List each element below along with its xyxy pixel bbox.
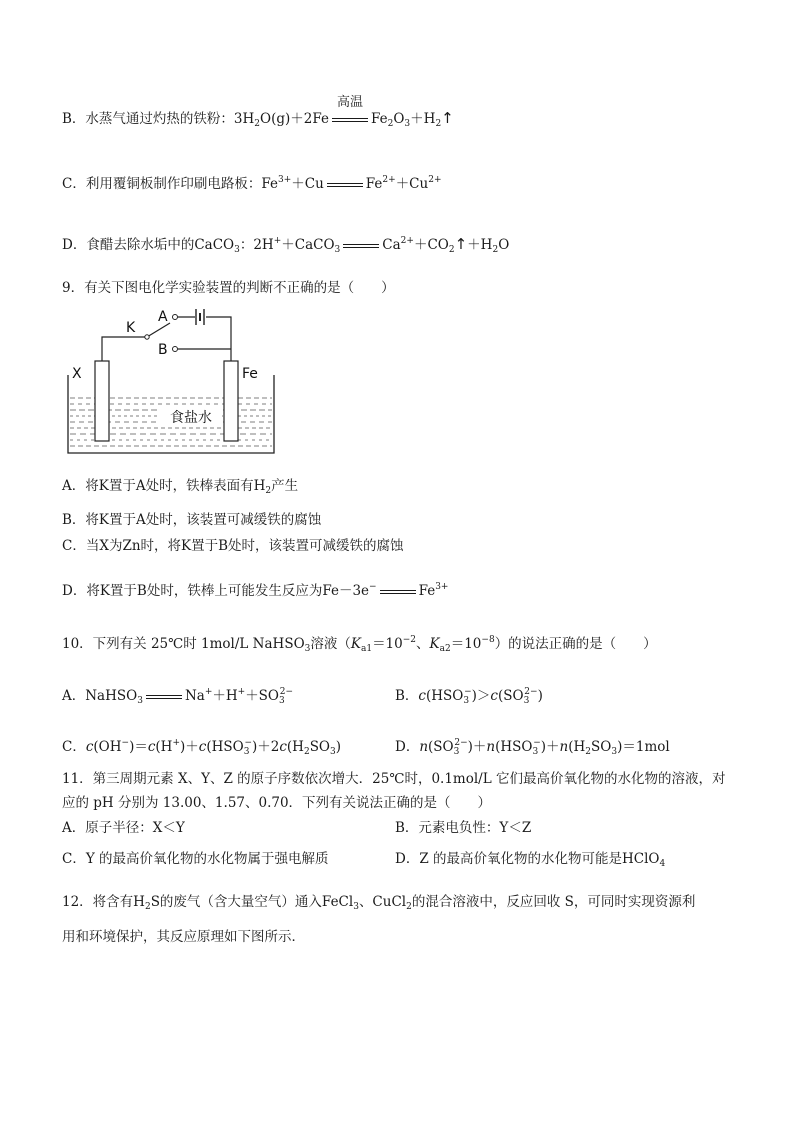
q11-stem-line1: 11．第三周期元素 X、Y、Z 的原子序数依次增大．25℃时，0.1mol/L 它们最高价氧化物的水化物的溶液，对 — [62, 771, 726, 787]
q9-option-d: D．将K置于B处时，铁棒上可能发生反应为Fe－3e− $Fe^{3+}$ — [62, 582, 449, 599]
solution-label: 食盐水 — [170, 410, 212, 426]
q10-option-d: D．$n(SO_3^{2-})+n(HSO_3^-)+n(H_2SO_3)=1mol$ — [395, 738, 670, 757]
q12-stem-line2: 用和环境保护，其反应原理如下图所示． — [62, 929, 305, 945]
electrode-x-label: X — [72, 366, 82, 382]
q8-option-b: B．水蒸气通过灼热的铁粉：$3H_2O(g)+2Fe$ 高温 $Fe_2O_3+H_2↑$ — [62, 94, 454, 129]
contact-a — [173, 315, 178, 320]
q9-option-b: B．将K置于A处时，该装置可减缓铁的腐蚀 — [62, 512, 322, 528]
q10-option-b: B．$c(HSO_3^-)>c(SO_3^{2-})$ — [395, 687, 543, 706]
switch-pivot — [145, 335, 149, 339]
q11-option-a: A．原子半径：X＜Y — [62, 820, 185, 836]
electrode-fe-label: Fe — [242, 366, 258, 382]
contact-b-label: B — [158, 342, 168, 358]
q8-option-c: C．利用覆铜板制作印刷电路板：$Fe^{3+}+Cu$ $Fe^{2+}+Cu^{2+}$ — [62, 175, 442, 192]
q12-stem-line1: 12．将含有$H_2S$的废气（含大量空气）通入FeCl$_3$、CuCl$_2$的混合溶液中，反应回收 S，可同时实现资源利 — [62, 894, 696, 912]
q11-option-c: C．Y 的最高价氧化物的水化物属于强电解质 — [62, 851, 329, 867]
q11-stem-line2: 应的 pH 分别为 13.00、1.57、0.70．下列有关说法正确的是（ ） — [62, 795, 492, 811]
equals-sign — [343, 241, 379, 251]
electrode-fe — [224, 361, 238, 441]
q10-option-c: C．$c(OH^-)=c(H^+)+c(HSO_3^-)+2c(H_2SO_3)$ — [62, 738, 342, 757]
q10-option-a: A．NaHSO$_3$ $Na^++H^++SO_3^{2-}$ — [62, 687, 294, 706]
equals-sign — [380, 587, 416, 597]
switch-label: K — [126, 320, 136, 336]
q11-option-d: D．Z 的最高价氧化物的水化物可能是HClO$_4$ — [395, 851, 666, 869]
reaction-condition: 高温 — [336, 94, 363, 110]
contact-a-label: A — [158, 309, 168, 325]
q11-option-b: B．元素电负性：Y＜Z — [395, 820, 532, 836]
q9-option-c: C．当X为Zn时，将K置于B处时，该装置可减缓铁的腐蚀 — [62, 538, 404, 554]
q9-stem: 9．有关下图电化学实验装置的判断不正确的是（ ） — [62, 280, 395, 296]
equals-sign — [146, 692, 182, 702]
q9-option-a: A．将K置于A处时，铁棒表面有$H_2$产生 — [62, 478, 299, 496]
equals-sign — [327, 180, 363, 190]
q8-option-d: D．食醋去除水垢中的CaCO$_3$：2H+＋CaCO$_3$ $Ca^{2+}+CO_2↑+H_2O$ — [62, 235, 510, 255]
electrode-x — [95, 361, 109, 441]
q10-stem: 10．下列有关 25℃时 1mol/L NaHSO$_3$溶液（$K_{a1}=10^{-2}$、$K_{a2}=10^{-8}$）的说法正确的是（ ） — [62, 635, 657, 654]
electrochemistry-figure — [62, 303, 282, 458]
contact-b — [173, 347, 178, 352]
equilibrium-sign — [332, 94, 368, 125]
